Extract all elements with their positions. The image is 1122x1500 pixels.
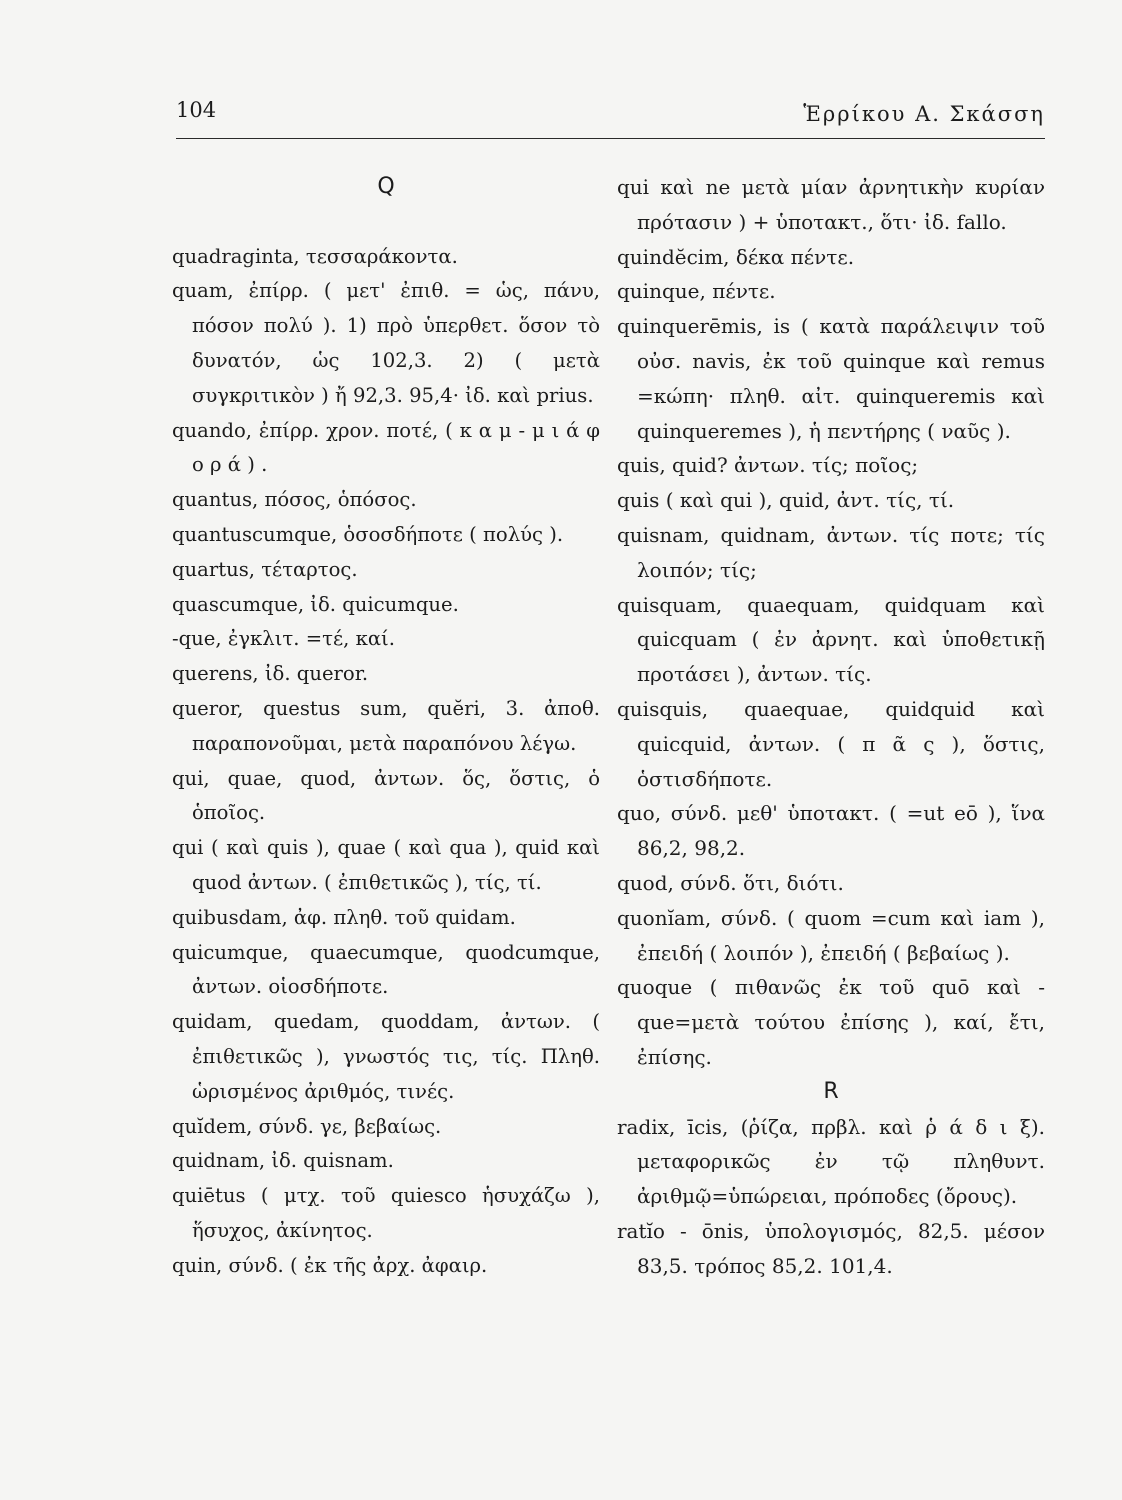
header-rule [176,138,1045,139]
dictionary-entry: quiētus ( μτχ. τοῦ quiesco ἡσυχάζω ), ἥσυχος, ἀκίνητος. [172,1184,600,1242]
dictionary-entry: quindĕcim, δέκα πέντε. [617,244,855,269]
dictionary-entry: quantus, πόσος, ὁπόσος. [172,488,417,512]
dictionary-entry: querens, ἰδ. queror. [172,662,369,686]
dictionary-entry: quisquis, quaequae, quidquid καὶ quicquid, ἀντων. ( π ᾶ ς ), ὅστις, ὁστισδήποτε. [617,696,1045,791]
dictionary-entry: quidnam, ἰδ. quisnam. [172,1149,394,1173]
dictionary-entry: quascumque, ἰδ. quicumque. [172,592,459,616]
dictionary-entry: quam, ἐπίρρ. ( μετ' ἐπιθ. = ὡς, πάνυ, πόσον πολύ ). 1) πρὸ ὑπερθετ. ὅσον τὸ δυνατόν, ὡς 102,3. 2) ( μετὰ συγκριτικὸν ) ἤ 92,3. 95,4· ἰδ. καὶ prius. [172,279,600,407]
page-number: 104 [176,98,217,122]
right-column [617,170,1045,1284]
dictionary-entry: quisnam, quidnam, ἀντων. τίς ποτε; τίς λοιπόν; τίς; [617,522,1045,582]
dictionary-entry: quoque ( πιθανῶς ἐκ τοῦ quō καὶ -que=μετὰ τούτου ἐπίσης ), καί, ἔτι, ἐπίσης. [617,975,1045,1069]
dictionary-entry: quod, σύνδ. ὅτι, διότι. [617,870,844,895]
dictionary-entry: quadraginta, τεσσαράκοντα. [172,244,458,268]
dictionary-entry: quando, ἐπίρρ. χρον. ποτέ, ( κ α μ - μ ι ά φ ο ρ ά ) . [172,418,600,477]
dictionary-entry: quĭdem, σύνδ. γε, βεβαίως. [172,1114,442,1138]
dictionary-entry: quinque, πέντε. [617,279,776,304]
left-column [172,170,600,1284]
dictionary-entry: quin, σύνδ. ( ἐκ τῆς ἀρχ. ἀφαιρ. [172,1253,488,1277]
running-head: Ἑρρίκου Α. Σκάσση [803,102,1045,126]
dictionary-entry: qui ( καὶ quis ), quae ( καὶ qua ), quid καὶ quod ἀντων. ( ἐπιθετικῶς ), τίς, τί. [172,836,600,894]
section-letter-q: Q [377,174,395,199]
dictionary-entry: quis, quid? ἀντων. τίς; ποῖος; [617,453,919,478]
section-letter-r: R [823,1078,839,1104]
dictionary-entry: -que, ἐγκλιτ. =τέ, καί. [172,627,395,651]
dictionary-entry: queror, questus sum, quĕri, 3. ἀποθ. παραπονοῦμαι, μετὰ παραπόνου λέγω. [172,696,600,755]
dictionary-entry: quidam, quedam, quoddam, ἀντων. ( ἐπιθετικῶς ), γνωστός τις, τίς. Πληθ. ὡρισμένος ἀριθμός, τινές. [172,1010,600,1103]
dictionary-entry: quibusdam, ἀφ. πληθ. τοῦ quidam. [172,905,516,929]
dictionary-entry: quartus, τέταρτος. [172,557,358,581]
section-spacer [172,205,600,240]
dictionary-entry: quisquam, quaequam, quidquam καὶ quicquam ( ἐν ἀρνητ. καὶ ὑποθετικῇ προτάσει ), ἀντων. τίς. [617,592,1045,687]
dictionary-entry: quinquerēmis, is ( κατὰ παράλειψιν τοῦ οὐσ. navis, ἐκ τοῦ quinque καὶ remus =κώπη· πληθ. αἰτ. quinqueremis καὶ quinqueremes ), ἡ πεντήρης ( ναῦς ). [617,314,1045,443]
dictionary-entry: quis ( καὶ qui ), quid, ἀντ. τίς, τί. [617,488,955,513]
dictionary-entry: quantuscumque, ὁσοσδήποτε ( πολύς ). [172,522,564,546]
dictionary-entry: ratĭo - ōnis, ὑπολογισμός, 82,5. μέσον 83,5. τρόπος 85,2. 101,4. [617,1218,1045,1278]
dictionary-entry: quicumque, quaecumque, quodcumque, ἀντων. οἱοσδήποτε. [172,940,600,999]
dictionary-entry: quo, σύνδ. μεθ' ὑποτακτ. ( =ut eō ), ἵνα 86,2, 98,2. [617,801,1045,861]
dictionary-entry: radix, īcis, (ῥίζα, πρβλ. καὶ ῥ ά δ ι ξ). μεταφορικῶς ἐν τῷ πληθυντ. ἀριθμῷ=ὑπώρειαι, πρόποδες (ὄρους). [617,1114,1045,1209]
dictionary-entry: qui, quae, quod, ἀντων. ὅς, ὅστις, ὁ ὁποῖος. [172,766,600,825]
dictionary-entry: quonĭam, σύνδ. ( quom =cum καὶ iam ), ἐπειδή ( λοιπόν ), ἐπειδή ( βεβαίως ). [617,905,1045,965]
dictionary-entry: qui καὶ ne μετὰ μίαν ἀρνητικὴν κυρίαν πρότασιν ) + ὑποτακτ., ὅτι· ἰδ. fallo. [617,175,1045,234]
